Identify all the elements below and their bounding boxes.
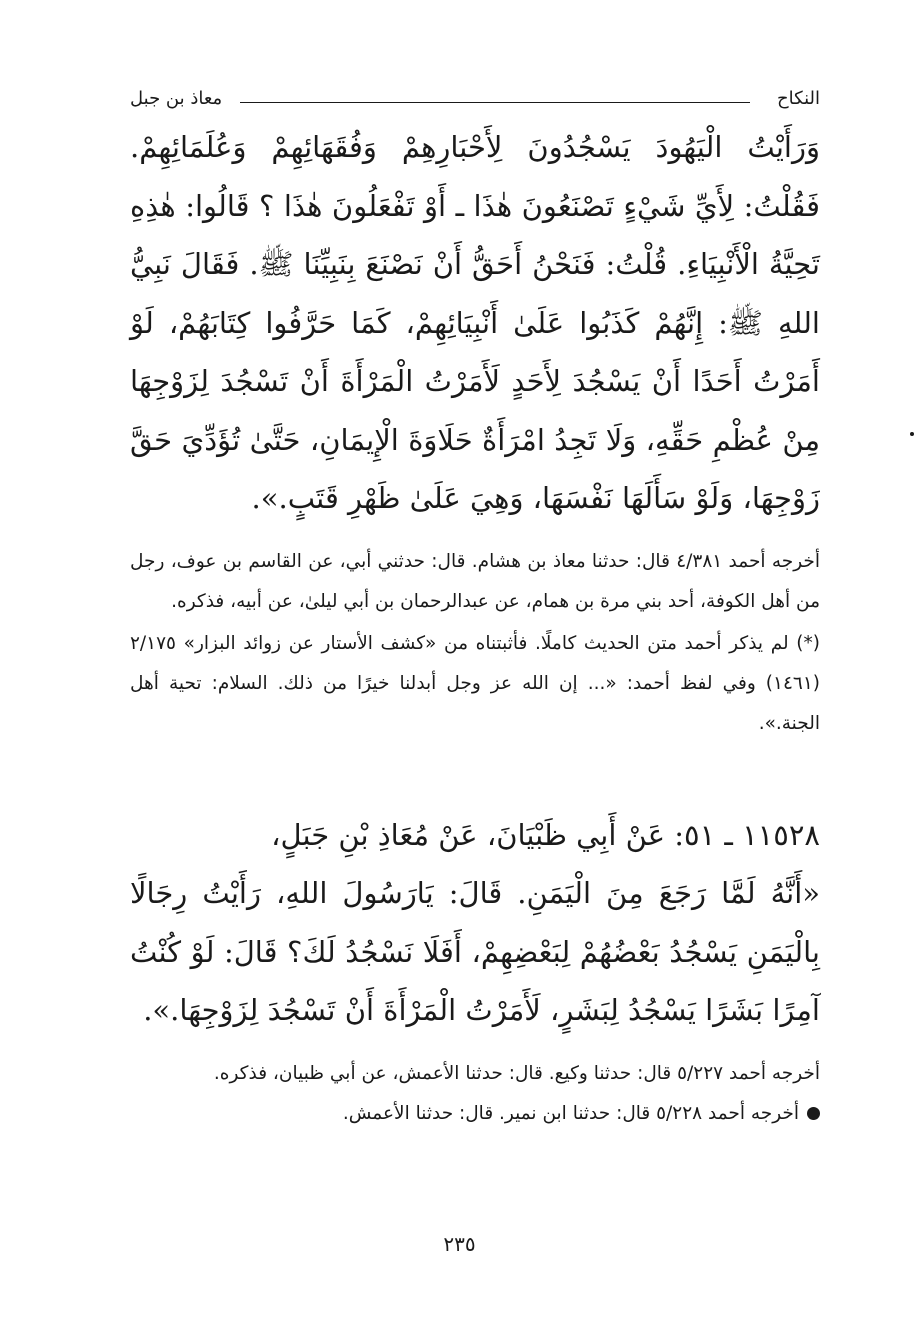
page-content xyxy=(130,82,820,1134)
spacer xyxy=(130,744,820,806)
spacer xyxy=(130,528,820,542)
margin-mark xyxy=(910,432,914,436)
hadith-paragraph: وَرَأَيْتُ الْيَهُودَ يَسْجُدُونَ لِأَحْبَارِهِمْ وَفُقَهَائِهِمْ وَعُلَمَائِهِمْ. فَقُلْتُ: لِأَيِّ شَيْءٍ تَصْنَعُونَ هٰذَا ـ أَوْ تَفْعَلُونَ هٰذَا ؟ قَالُوا: هٰذِهِ تَحِيَّةُ الْأَنْبِيَاءِ. قُلْتُ: فَنَحْنُ أَحَقُّ أَنْ نَصْنَعَ بِنَبِيِّنَا ﷺ. فَقَالَ نَبِيُّ اللهِ ﷺ: إِنَّهُمْ كَذَبُوا عَلَىٰ أَنْبِيَائِهِمْ، كَمَا حَرَّفُوا كِتَابَهُمْ، لَوْ أَمَرْتُ أَحَدًا أَنْ يَسْجُدَ لِأَحَدٍ لَأَمَرْتُ الْمَرْأَةَ أَنْ تَسْجُدَ لِزَوْجِهَا مِنْ عُظْمِ حَقِّهِ، وَلَا تَجِدُ امْرَأَةٌ حَلَاوَةَ الْإِيمَانِ، حَتَّىٰ تُؤَدِّيَ حَقَّ زَوْجِهَا، وَلَوْ سَأَلَهَا نَفْسَهَا، وَهِيَ عَلَىٰ ظَهْرِ قَتَبٍ.». xyxy=(130,130,820,515)
takhrij-paragraph: أخرجه أحمد ٥/٢٢٧ قال: حدثنا وكيع. قال: حدثنا الأعمش، عن أبي ظبيان، فذكره. xyxy=(213,1062,820,1084)
bullet-icon xyxy=(807,1107,820,1120)
chapter-title: النكاح xyxy=(777,88,820,109)
takhrij-block xyxy=(130,1054,820,1134)
hadith-entry xyxy=(130,806,820,1040)
takhrij-paragraph: أخرجه أحمد ٤/٣٨١ قال: حدثنا معاذ بن هشام. قال: حدثني أبي، عن القاسم بن عوف، رجل من أهل الكوفة، أحد بني مرة بن همام، عن عبدالرحمان بن أبي ليلىٰ، عن أبيه، فذكره. xyxy=(130,550,821,612)
takhrij-block xyxy=(130,542,820,744)
page-number: ٢٣٥ xyxy=(443,1232,476,1256)
takhrij-bullet-item xyxy=(130,1094,820,1134)
hadith-paragraph: «أَنَّهُ لَمَّا رَجَعَ مِنَ الْيَمَنِ. قَالَ: يَارَسُولَ اللهِ، رَأَيْتُ رِجَالًا بِالْيَمَنِ يَسْجُدُ بَعْضُهُمْ لِبَعْضِهِمْ، أَفَلَا نَسْجُدُ لَكَ؟ قَالَ: لَوْ كُنْتُ آمِرًا بَشَرًا يَسْجُدُ لِبَشَرٍ، لَأَمَرْتُ الْمَرْأَةَ أَنْ تَسْجُدَ لِزَوْجِهَا.». xyxy=(130,876,820,1027)
section-title: معاذ بن جبل xyxy=(130,88,223,109)
takhrij-bullet-text: أخرجه أحمد ٥/٢٢٨ قال: حدثنا ابن نمير. قال: حدثنا الأعمش. xyxy=(342,1102,799,1124)
hadith-text-continued xyxy=(130,118,820,528)
footnote-paragraph: (*) لم يذكر أحمد متن الحديث كاملًا. فأثبتناه من «كشف الأستار عن زوائد البزار» ٢/١٧٥ (١٤٦١) وفي لفظ أحمد: «... إن الله عز وجل أبدلنا خيرًا من ذلك. السلام: تحية أهل الجنة.». xyxy=(130,632,820,734)
hadith-heading: ١١٥٢٨ ـ ٥١: عَنْ أَبِي ظَبْيَانَ، عَنْ مُعَاذِ بْنِ جَبَلٍ، xyxy=(271,817,820,852)
running-header xyxy=(130,82,820,118)
spacer xyxy=(130,1040,820,1054)
header-rule xyxy=(240,102,750,103)
